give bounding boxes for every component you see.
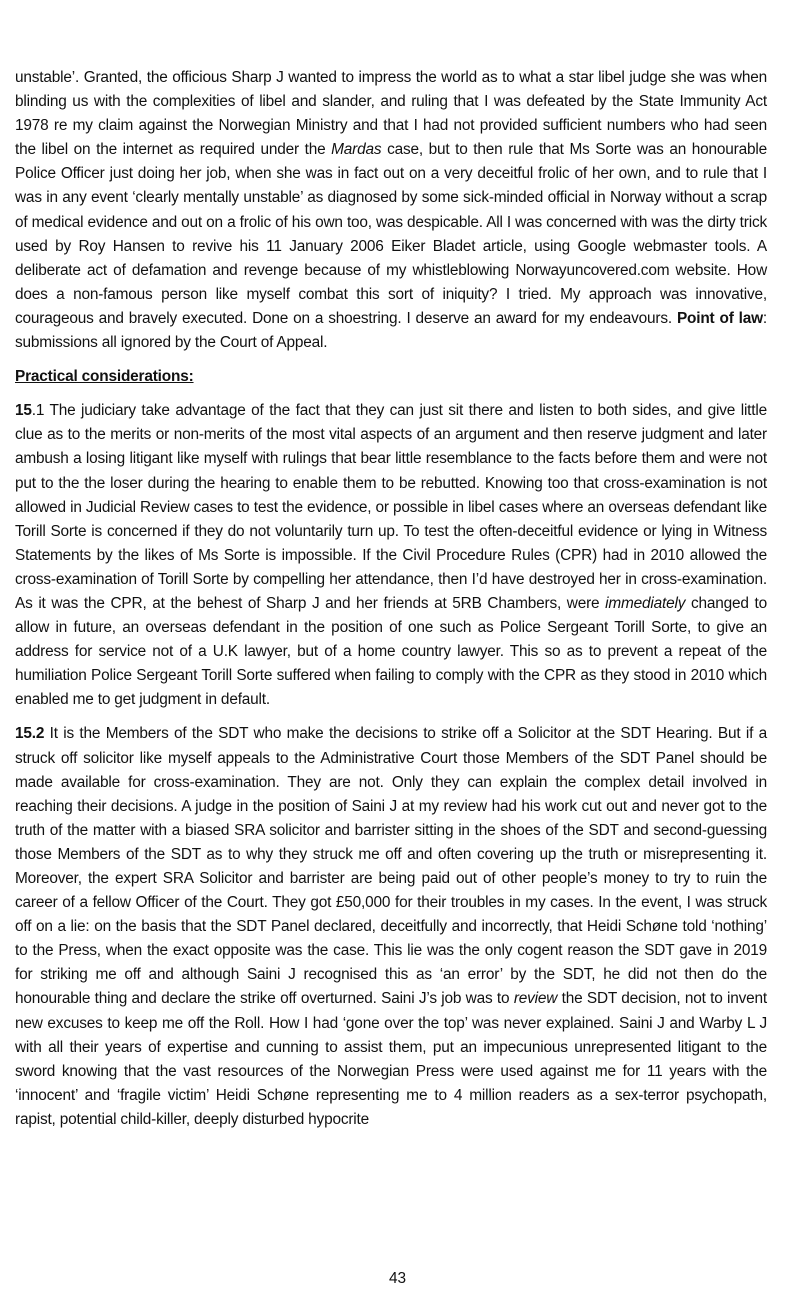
paragraph-text: The judiciary take advantage of the fact that they can just sit there and listen to both sides, and give little clue as to the merits or non-merits of the most vital aspects of an argument and then reserve judgment and later ambush a losing litigant like myself with rulings that bear little resemblance to the facts before them and were not put to the the loser during the hearing to enable them to be rebutted. Knowing too that cross-examination is not allowed in Judicial Review cases to test the evidence, or possible in libel cases where an overseas defendant like Torill Sorte is concerned if they do not voluntarily turn up. To test the often-deceitful evidence or lying in Witness Statements by the likes of Ms Sorte is impossible. If the Civil Procedure Rules (CPR) had in 2010 allowed the cross-examination of Torill Sorte by compelling her attendance, then I’d have destroyed her in cross-examination. As it was the CPR, at the behest of Sharp J and her friends at 5RB Chambers, were [15, 402, 767, 612]
paragraph-intro [15, 66, 767, 355]
point-of-law-label: Point of law [676, 309, 763, 327]
paragraph-text: It is the Members of the SDT who make the decisions to strike off a Solicitor at the SDT Hearing. But if a struck off solicitor like myself appeals to the Administrative Court those Members of the SDT Panel should be made available for cross-examination. They are not. Only they can explain the complex detail involved in reaching their decisions. A judge in the position of Saini J at my review had his work cut out and never got to the truth of the matter with a biased SRA solicitor and barrister sitting in the shoes of the SDT and second-guessing those Members of the SDT as to why they struck me off and often covering up the truth or misrepresenting it. Moreover, the expert SRA Solicitor and barrister are being paid out of other people’s money to try to ruin the career of a fellow Officer of the Court. They got £50,000 for their troubles in my cases. In the event, I was struck off on a lie: on the basis that the SDT Panel declared, deceitfully and incorrectly, that Heidi Schøne told ‘nothing’ to the Press, when the exact opposite was the case. This lie was the only cogent reason the SDT gave in 2019 for striking me off and although Saini J recognised this as ‘an error’ by the SDT, he did not then do the honourable thing and declare the strike off overturned. Saini J’s job was to [15, 725, 767, 1008]
emphasis-italic: immediately [605, 594, 686, 612]
document-page [15, 66, 767, 1142]
section-heading: Practical considerations: [15, 368, 194, 386]
paragraph-15-2 [15, 722, 767, 1132]
case-name-italic: Mardas [331, 141, 382, 159]
paragraph-text: changed to allow in future, an overseas defendant in the position of one such as Police Sergeant Torill Sorte, to give an address for service not of a U.K lawyer, but of a home country lawyer. This so as to prevent a repeat of the humiliation Police Sergeant Torill Sorte suffered when failing to comply with the CPR as they stood in 2010 which enabled me to get judgment in default. [15, 594, 767, 709]
paragraph-number-suffix: .1 [31, 402, 45, 420]
paragraph-text: the SDT decision, not to invent new excuses to keep me off the Roll. How I had ‘gone over the top’ was never explained. Saini J and Warby L J with all their years of expertise and cunning to assist them, put an impecunious unrepresented litigant to the sword knowing that the vast resources of the Norwegian Press were used against me for 11 years with the ‘innocent’ and ‘fragile victim’ Heidi Schøne representing me to 4 million readers as a sex-terror psychopath, rapist, potential child-killer, deeply disturbed hypocrite [15, 990, 767, 1128]
emphasis-italic: review [513, 990, 558, 1008]
paragraph-15-1 [15, 399, 767, 712]
paragraph-text: unstable’. Granted, the officious Sharp J wanted to impress the world as to what a star libel judge she was when blinding us with the complexities of libel and slander, and ruling that I was defeated by the State Immunity Act 1978 re my claim against the Norwegian Ministry and that I had not provided sufficient numbers who had seen the libel on the internet as required under the [15, 69, 767, 159]
paragraph-text: case, but to then rule that Ms Sorte was an honourable Police Officer just doing her job, when she was in fact out on a very deceitful frolic of her own, and to rule that I was in any event ‘clearly mentally unstable’ as diagnosed by some sick-minded official in Norway without a scrap of medical evidence and out on a frolic of his own too, was despicable. All I was concerned with was the dirty trick used by Roy Hansen to revive his 11 January 2006 Eiker Bladet article, using Google webmaster tools. A deliberate act of defamation and revenge because of my whistleblowing Norwayuncovered.com website. How does a non-famous person like myself combat this sort of iniquity? I tried. My approach was innovative, courageous and bravely executed. Done on a shoestring. I deserve an award for my endeavours. [15, 141, 767, 327]
page-number: 43 [388, 1270, 407, 1287]
paragraph-text: : submissions all ignored by the Court of Appeal. [15, 309, 767, 352]
paragraph-number: 15 [15, 402, 32, 420]
paragraph-number: 15.2 [15, 725, 45, 743]
